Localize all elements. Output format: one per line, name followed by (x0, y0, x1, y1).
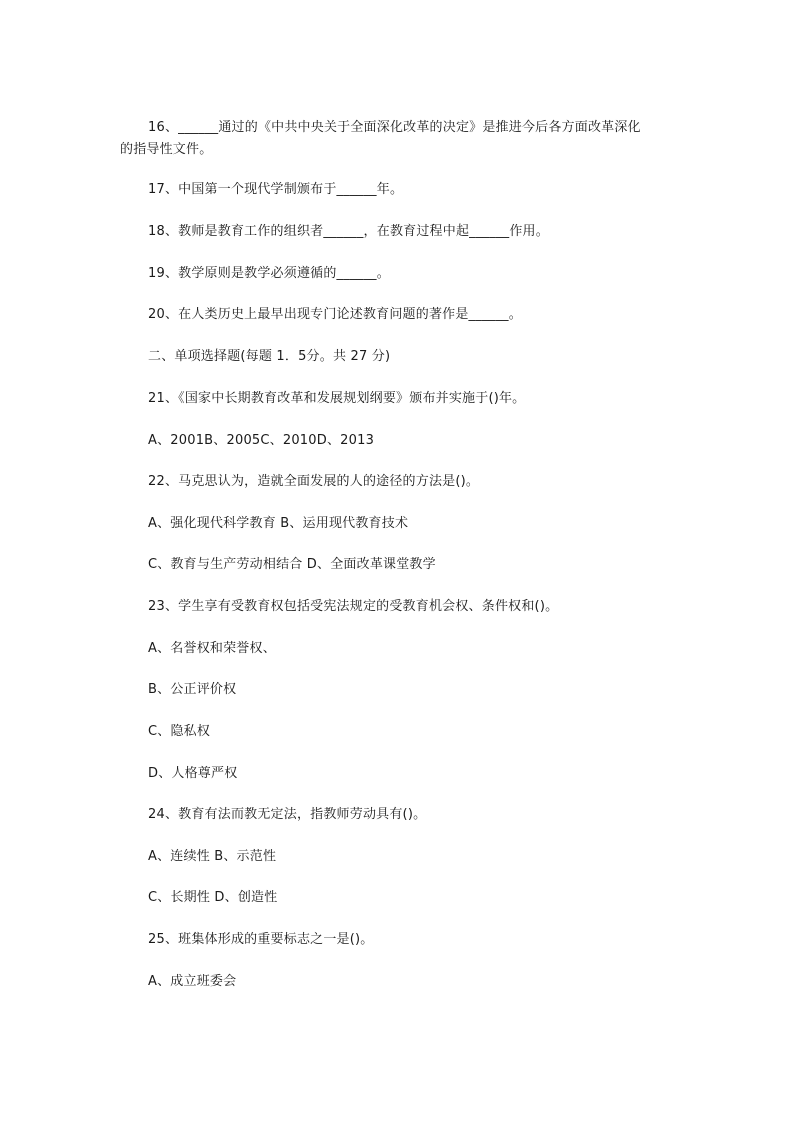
question-22: 22、马克思认为，造就全面发展的人的途径的方法是()。 (148, 474, 480, 489)
question-23-option-c: C、隐私权 (148, 724, 211, 739)
section-heading-single-choice: 二、单项选择题(每题 1．5分。共 27 分) (148, 349, 391, 364)
question-23-option-d: D、人格尊严权 (148, 766, 238, 781)
question-22-options-ab: A、强化现代科学教育 B、运用现代教育技术 (148, 516, 409, 531)
question-21: 21、《国家中长期教育改革和发展规划纲要》颁布并实施于()年。 (148, 391, 526, 406)
question-18: 18、教师是教育工作的组织者______，在教育过程中起______作用。 (148, 224, 549, 239)
question-25: 25、班集体形成的重要标志之一是()。 (148, 932, 374, 947)
question-24: 24、教育有法而教无定法，指教师劳动具有()。 (148, 807, 427, 822)
question-24-options-cd: C、长期性 D、创造性 (148, 890, 278, 905)
question-23: 23、学生享有受教育权包括受宪法规定的受教育机会权、条件权和()。 (148, 599, 559, 614)
question-19: 19、教学原则是教学必须遵循的______。 (148, 266, 390, 281)
question-22-options-cd: C、教育与生产劳动相结合 D、全面改革课堂教学 (148, 557, 436, 572)
question-23-option-b: B、公正评价权 (148, 682, 237, 697)
question-20: 20、在人类历史上最早出现专门论述教育问题的著作是______。 (148, 307, 522, 322)
question-16-line-2: 的指导性文件。 (120, 142, 213, 157)
question-21-options: A、2001B、2005C、2010D、2013 (148, 433, 375, 448)
question-23-option-a: A、名誉权和荣誉权、 (148, 641, 276, 656)
question-16-line-1: 16、______通过的《中共中央关于全面深化改革的决定》是推进今后各方面改革深化 (148, 120, 641, 135)
question-17: 17、中国第一个现代学制颁布于______年。 (148, 182, 404, 197)
question-24-options-ab: A、连续性 B、示范性 (148, 849, 277, 864)
question-25-option-a: A、成立班委会 (148, 974, 237, 989)
